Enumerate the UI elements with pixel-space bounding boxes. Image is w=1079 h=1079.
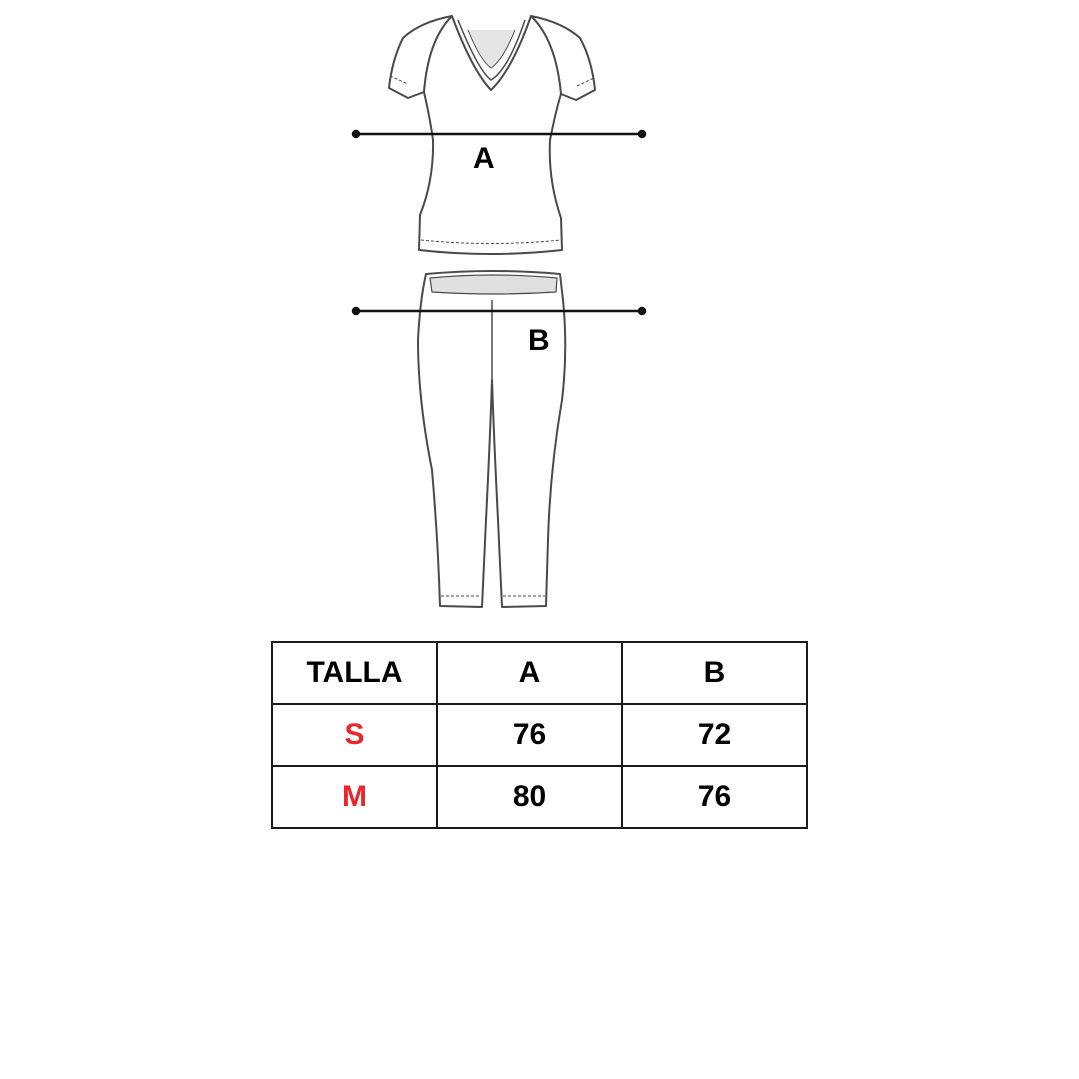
value-a-cell: 76 [437, 704, 622, 766]
leggings-drawing [418, 271, 565, 607]
size-table [271, 641, 808, 829]
table-row [272, 766, 807, 828]
size-cell: S [272, 704, 437, 766]
value-b-cell: 72 [622, 704, 807, 766]
size-cell: M [272, 766, 437, 828]
header-talla: TALLA [272, 642, 437, 704]
measure-label-b: B [528, 324, 550, 357]
measure-label-a: A [473, 142, 495, 175]
value-b-cell: 76 [622, 766, 807, 828]
header-a: A [437, 642, 622, 704]
table-header-row [272, 642, 807, 704]
table-row [272, 704, 807, 766]
header-b: B [622, 642, 807, 704]
value-a-cell: 80 [437, 766, 622, 828]
